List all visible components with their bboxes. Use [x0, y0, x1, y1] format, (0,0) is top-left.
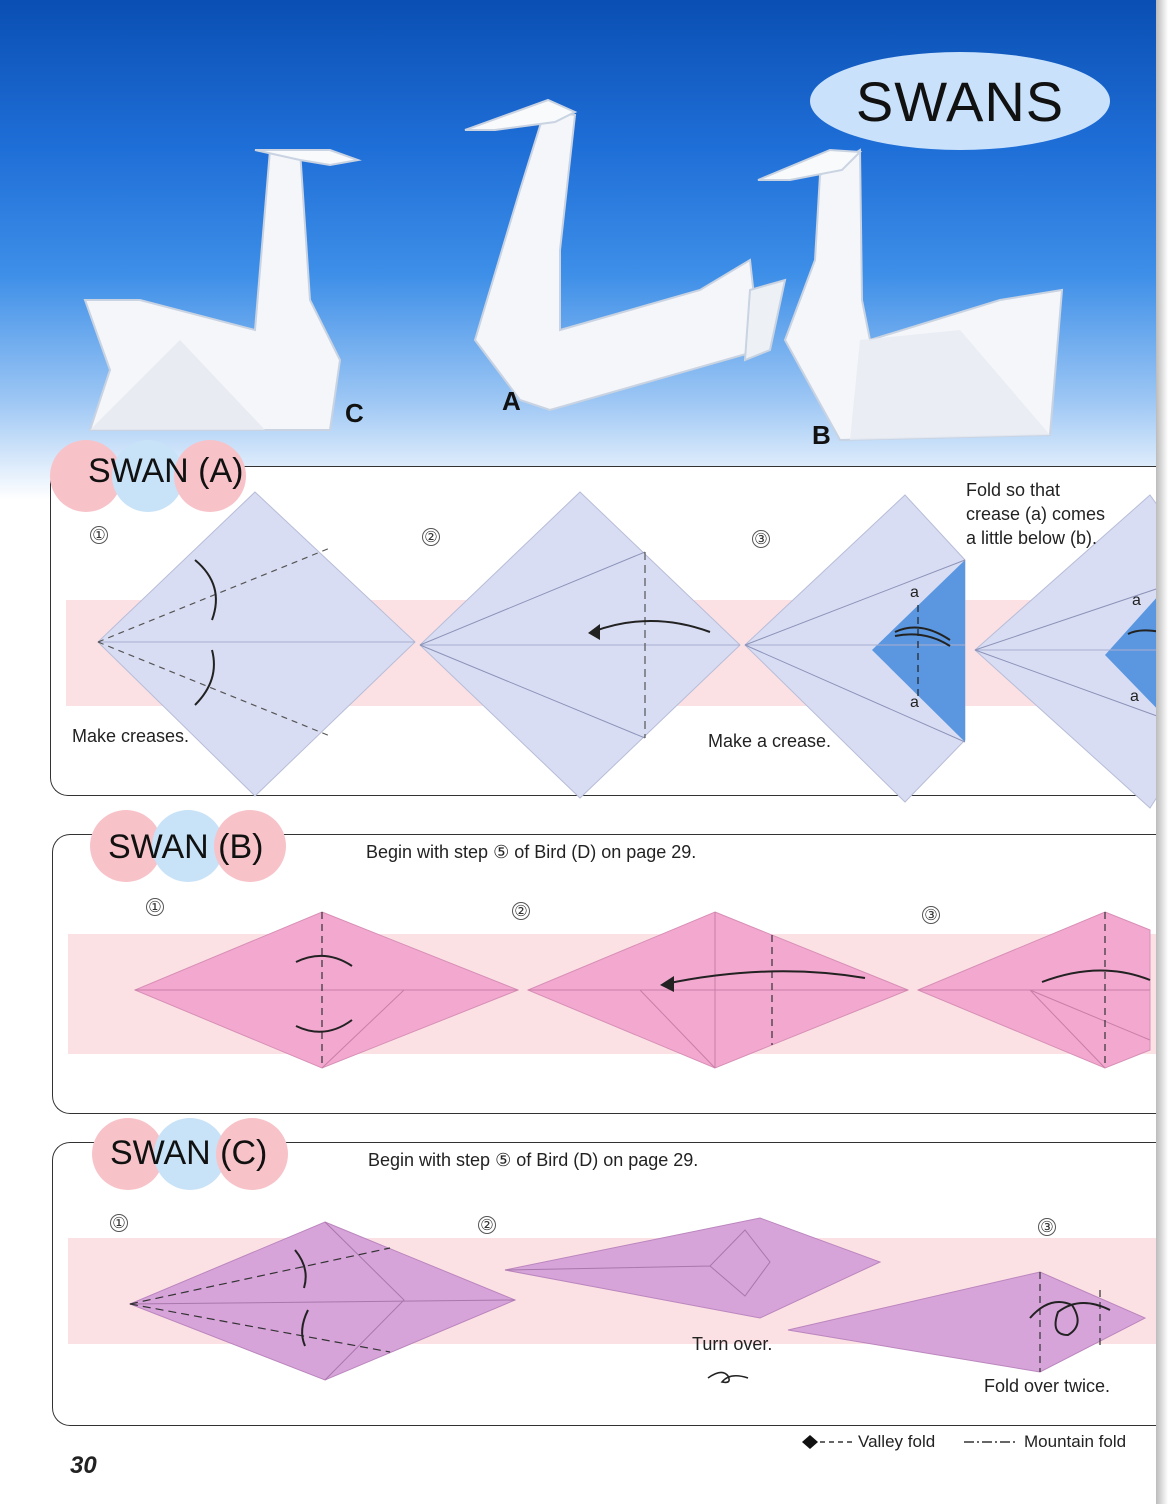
legend-valley-fold: Valley fold: [858, 1432, 936, 1451]
swan-b-step-1: ①: [146, 898, 164, 916]
swan-label-c: C: [345, 398, 364, 428]
fold-note-line-1: Fold so that: [966, 480, 1061, 500]
swan-a-step-3: ③: [752, 530, 770, 548]
swan-c-title: SWAN (C): [110, 1134, 268, 1172]
make-a-crease-caption: Make a crease.: [708, 731, 832, 751]
page-number: 30: [70, 1452, 97, 1479]
swan-b-intro: Begin with step ⑤ of Bird (D) on page 29.: [366, 842, 697, 862]
swan-a-step-1: ①: [90, 526, 108, 544]
crease-label-a-4: a: [1130, 688, 1139, 705]
crease-label-a-2: a: [910, 694, 919, 711]
crease-label-a-1: a: [910, 584, 919, 601]
swan-c-step-3: ③: [1038, 1218, 1056, 1236]
crease-label-a-3: a: [1132, 592, 1141, 609]
swan-b-step-3: ③: [922, 906, 940, 924]
turn-over-caption: Turn over.: [692, 1334, 773, 1354]
swan-label-b: B: [812, 420, 831, 450]
fold-note-line-3: a little below (b).: [966, 528, 1098, 548]
swan-a-step-2: ②: [422, 528, 440, 546]
legend-mountain-fold: Mountain fold: [1024, 1432, 1127, 1451]
page-title: SWANS: [810, 52, 1110, 150]
swan-b-title: SWAN (B): [108, 828, 264, 866]
swan-a-title: SWAN (A): [88, 452, 244, 490]
swan-label-a: A: [502, 386, 521, 416]
swan-c-step-1: ①: [110, 1214, 128, 1232]
swan-c-intro: Begin with step ⑤ of Bird (D) on page 29.: [368, 1150, 699, 1170]
make-creases-caption: Make creases.: [72, 726, 190, 746]
swan-b-step-2: ②: [512, 902, 530, 920]
valley-fold-marker-icon: [802, 1435, 818, 1449]
fold-note-line-2: crease (a) comes: [966, 504, 1106, 524]
swan-c-step-2: ②: [478, 1216, 496, 1234]
page-edge-shadow: [1156, 0, 1168, 1504]
fold-over-twice-caption: Fold over twice.: [984, 1376, 1111, 1396]
